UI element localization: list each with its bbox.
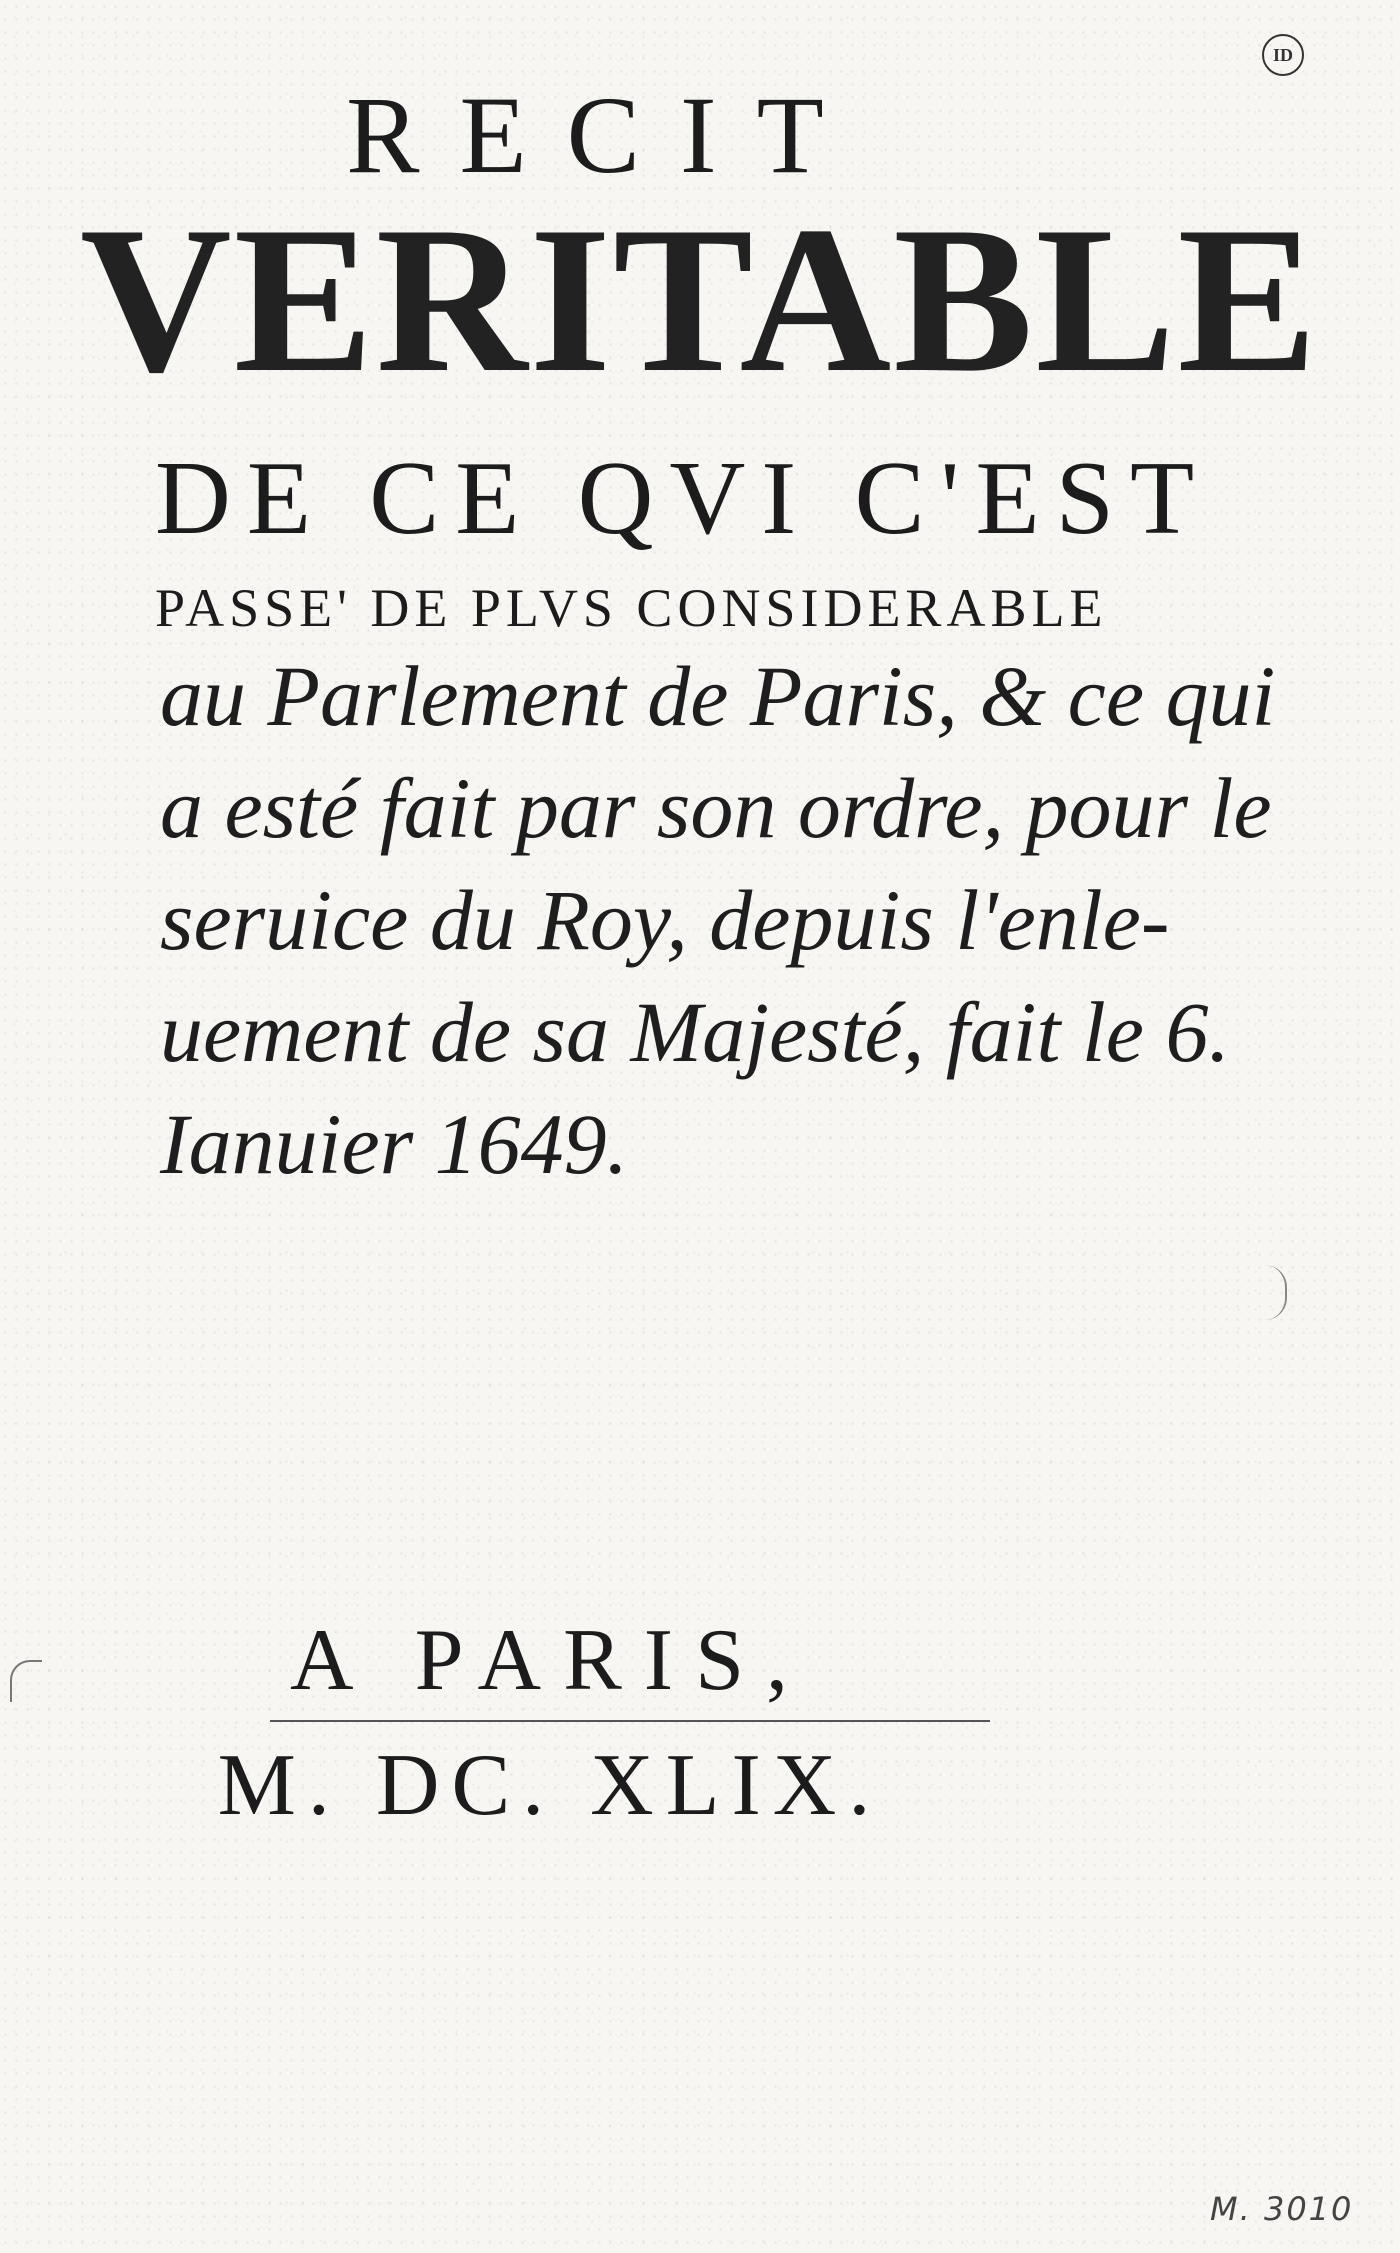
- title-veritable: VERITABLE: [80, 184, 1320, 416]
- imprint-rule: [270, 1720, 990, 1722]
- margin-mark-left: [10, 1660, 42, 1702]
- title-de-ce-qui: DE CE QVI C'EST: [155, 439, 1211, 556]
- title-block: [60, 70, 1320, 648]
- imprint-place: A PARIS,: [289, 1612, 811, 1709]
- body-line: seruice du Roy, depuis l'enle-: [160, 872, 1170, 968]
- body-line: uement de sa Majesté, fait le 6.: [160, 984, 1230, 1080]
- margin-mark-right: [1265, 1265, 1287, 1320]
- body-line: au Parlement de Paris, & ce qui: [160, 648, 1276, 744]
- body-line: Ianuier 1649.: [160, 1096, 629, 1192]
- body-line: a esté fait par son ordre, pour le: [160, 760, 1272, 856]
- title-recit: RECIT: [346, 74, 864, 196]
- library-stamp: ID: [1262, 34, 1304, 76]
- shelfmark: M. 3010: [1210, 2190, 1354, 2228]
- title-body-text: [160, 640, 1276, 1200]
- title-passe: PASSE' DE PLVS CONSIDERABLE: [155, 578, 1108, 638]
- imprint-year: M. DC. XLIX.: [217, 1737, 883, 1834]
